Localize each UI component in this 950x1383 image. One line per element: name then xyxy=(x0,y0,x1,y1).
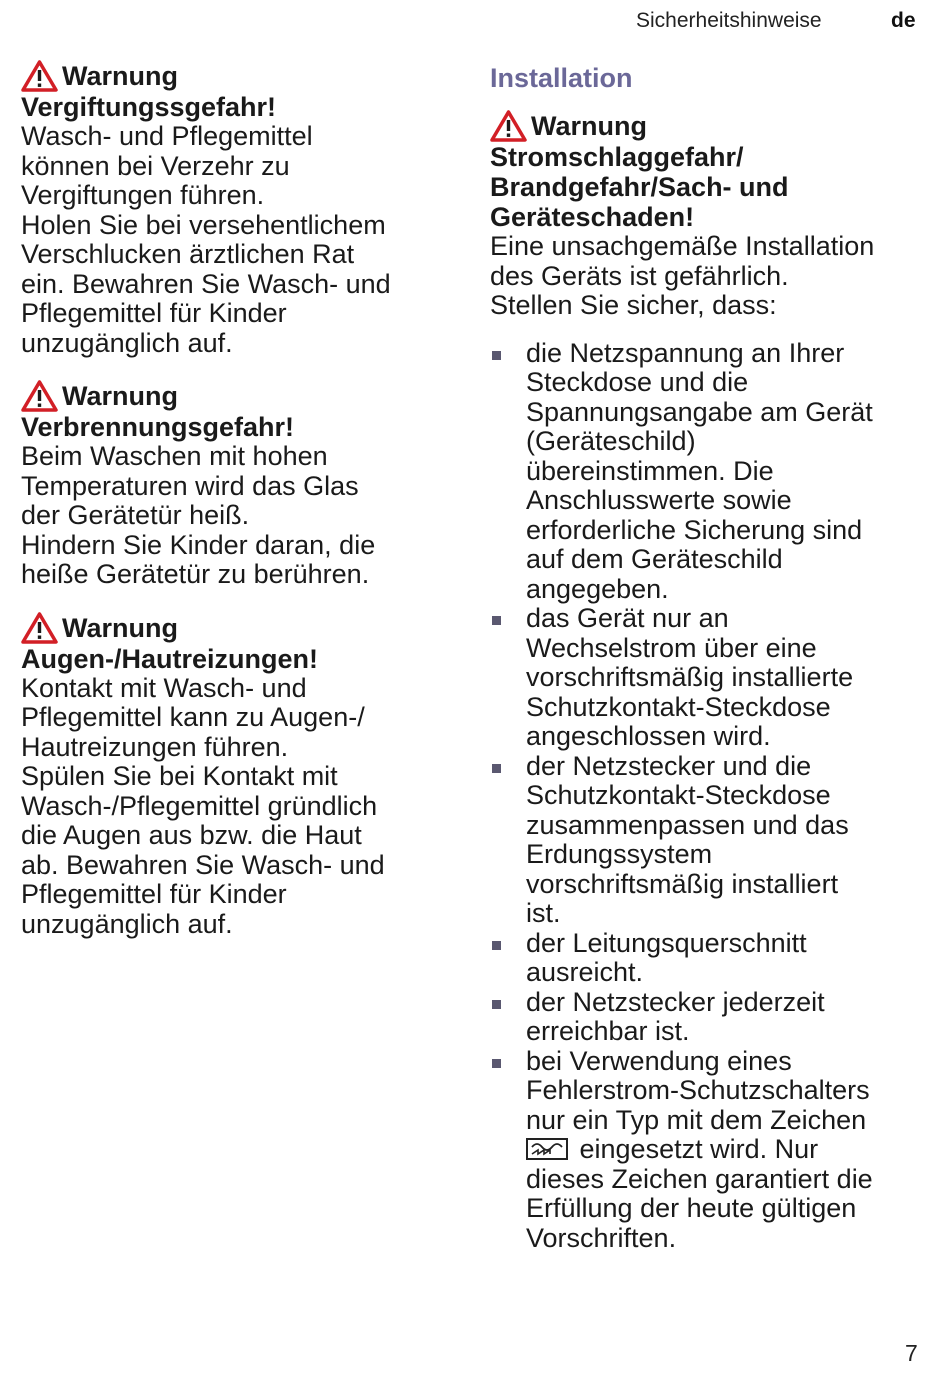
warning-block-electric xyxy=(490,110,930,321)
warning-block-poisoning xyxy=(21,60,451,358)
warning-title: Vergiftungssgefahr! xyxy=(21,92,277,122)
warning-text: Eine unsachgemäße Installation des Geräts ist gefährlich. Stellen Sie sicher, dass: xyxy=(490,231,875,320)
warning-label: Warnung xyxy=(531,111,647,141)
warning-triangle-icon xyxy=(490,110,527,142)
rcd-type-symbol-icon xyxy=(526,1138,568,1160)
warning-triangle-icon xyxy=(21,60,58,92)
warning-title: Stromschlaggefahr/ Brandgefahr/Sach- und Geräteschaden! xyxy=(490,142,789,232)
bullet-square-icon xyxy=(492,616,501,625)
bullet-square-icon xyxy=(492,764,501,773)
warning-text: Wasch- und Pflegemittel können bei Verzehr zu Vergiftungen führen. Holen Sie bei versehentlichem Verschlucken ärztlichen Rat ein. Bewahren Sie Wasch- und Pflegemittel für Kinder unzugänglich auf. xyxy=(21,121,391,358)
bullet-square-icon xyxy=(492,1059,501,1068)
warning-triangle-icon xyxy=(21,380,58,412)
list-item: bei Verwendung eines Fehlerstrom-Schutzschalters nur ein Typ mit dem Zeichen eingesetzt wird. Nur dieses Zeichen garantiert die Erfüllung der heute gültigen Vorschriften. xyxy=(490,1047,930,1254)
bullet-square-icon xyxy=(492,1000,501,1009)
list-item: die Netzspannung an Ihrer Steckdose und die Spannungsangabe am Gerät (Geräteschild) übereinstimmen. Die Anschlusswerte sowie erforderliche Sicherung sind auf dem Geräteschild angegeben. xyxy=(490,339,930,605)
list-item: der Netzstecker und die Schutzkontakt-Steckdose zusammenpassen und das Erdungssystem vorschriftsmäßig installiert ist. xyxy=(490,752,930,929)
warning-label: Warnung xyxy=(62,612,178,643)
bullet-square-icon xyxy=(492,941,501,950)
requirements-list xyxy=(490,339,930,1254)
warning-title: Augen-/Hautreizungen! xyxy=(21,643,318,674)
warning-block-irritation xyxy=(21,612,451,940)
list-item: der Leitungsquerschnitt ausreicht. xyxy=(490,929,930,988)
header-section-title: Sicherheitshinweise xyxy=(636,9,822,32)
warning-text: Beim Waschen mit hohen Temperaturen wird das Glas der Gerätetür heiß. Hindern Sie Kinder daran, die heiße Gerätetür zu berühren. xyxy=(21,441,376,589)
list-item: der Netzstecker jederzeit erreichbar ist. xyxy=(490,988,930,1047)
warning-label: Warnung xyxy=(62,381,178,411)
warning-title: Verbrennungsgefahr! xyxy=(21,412,295,442)
header-language: de xyxy=(891,9,916,32)
warning-text: Kontakt mit Wasch- und Pflegemittel kann zu Augen-/ Hautreizungen führen. Spülen Sie bei Kontakt mit Wasch-/Pflegemittel gründlich die Augen aus bzw. die Haut ab. Bewahren Sie Wasch- und Pflegemittel für Kinder unzugänglich auf. xyxy=(21,672,385,939)
list-item: das Gerät nur an Wechselstrom über eine vorschriftsmäßig installierte Schutzkontakt-Steckdose angeschlossen wird. xyxy=(490,604,930,752)
page-number: 7 xyxy=(905,1340,918,1366)
warning-label: Warnung xyxy=(62,61,178,91)
bullet-square-icon xyxy=(492,351,501,360)
right-column xyxy=(490,60,930,1253)
warning-triangle-icon xyxy=(21,612,58,644)
warning-block-burn xyxy=(21,380,451,590)
section-title-installation: Installation xyxy=(490,63,633,93)
left-column xyxy=(21,60,451,961)
